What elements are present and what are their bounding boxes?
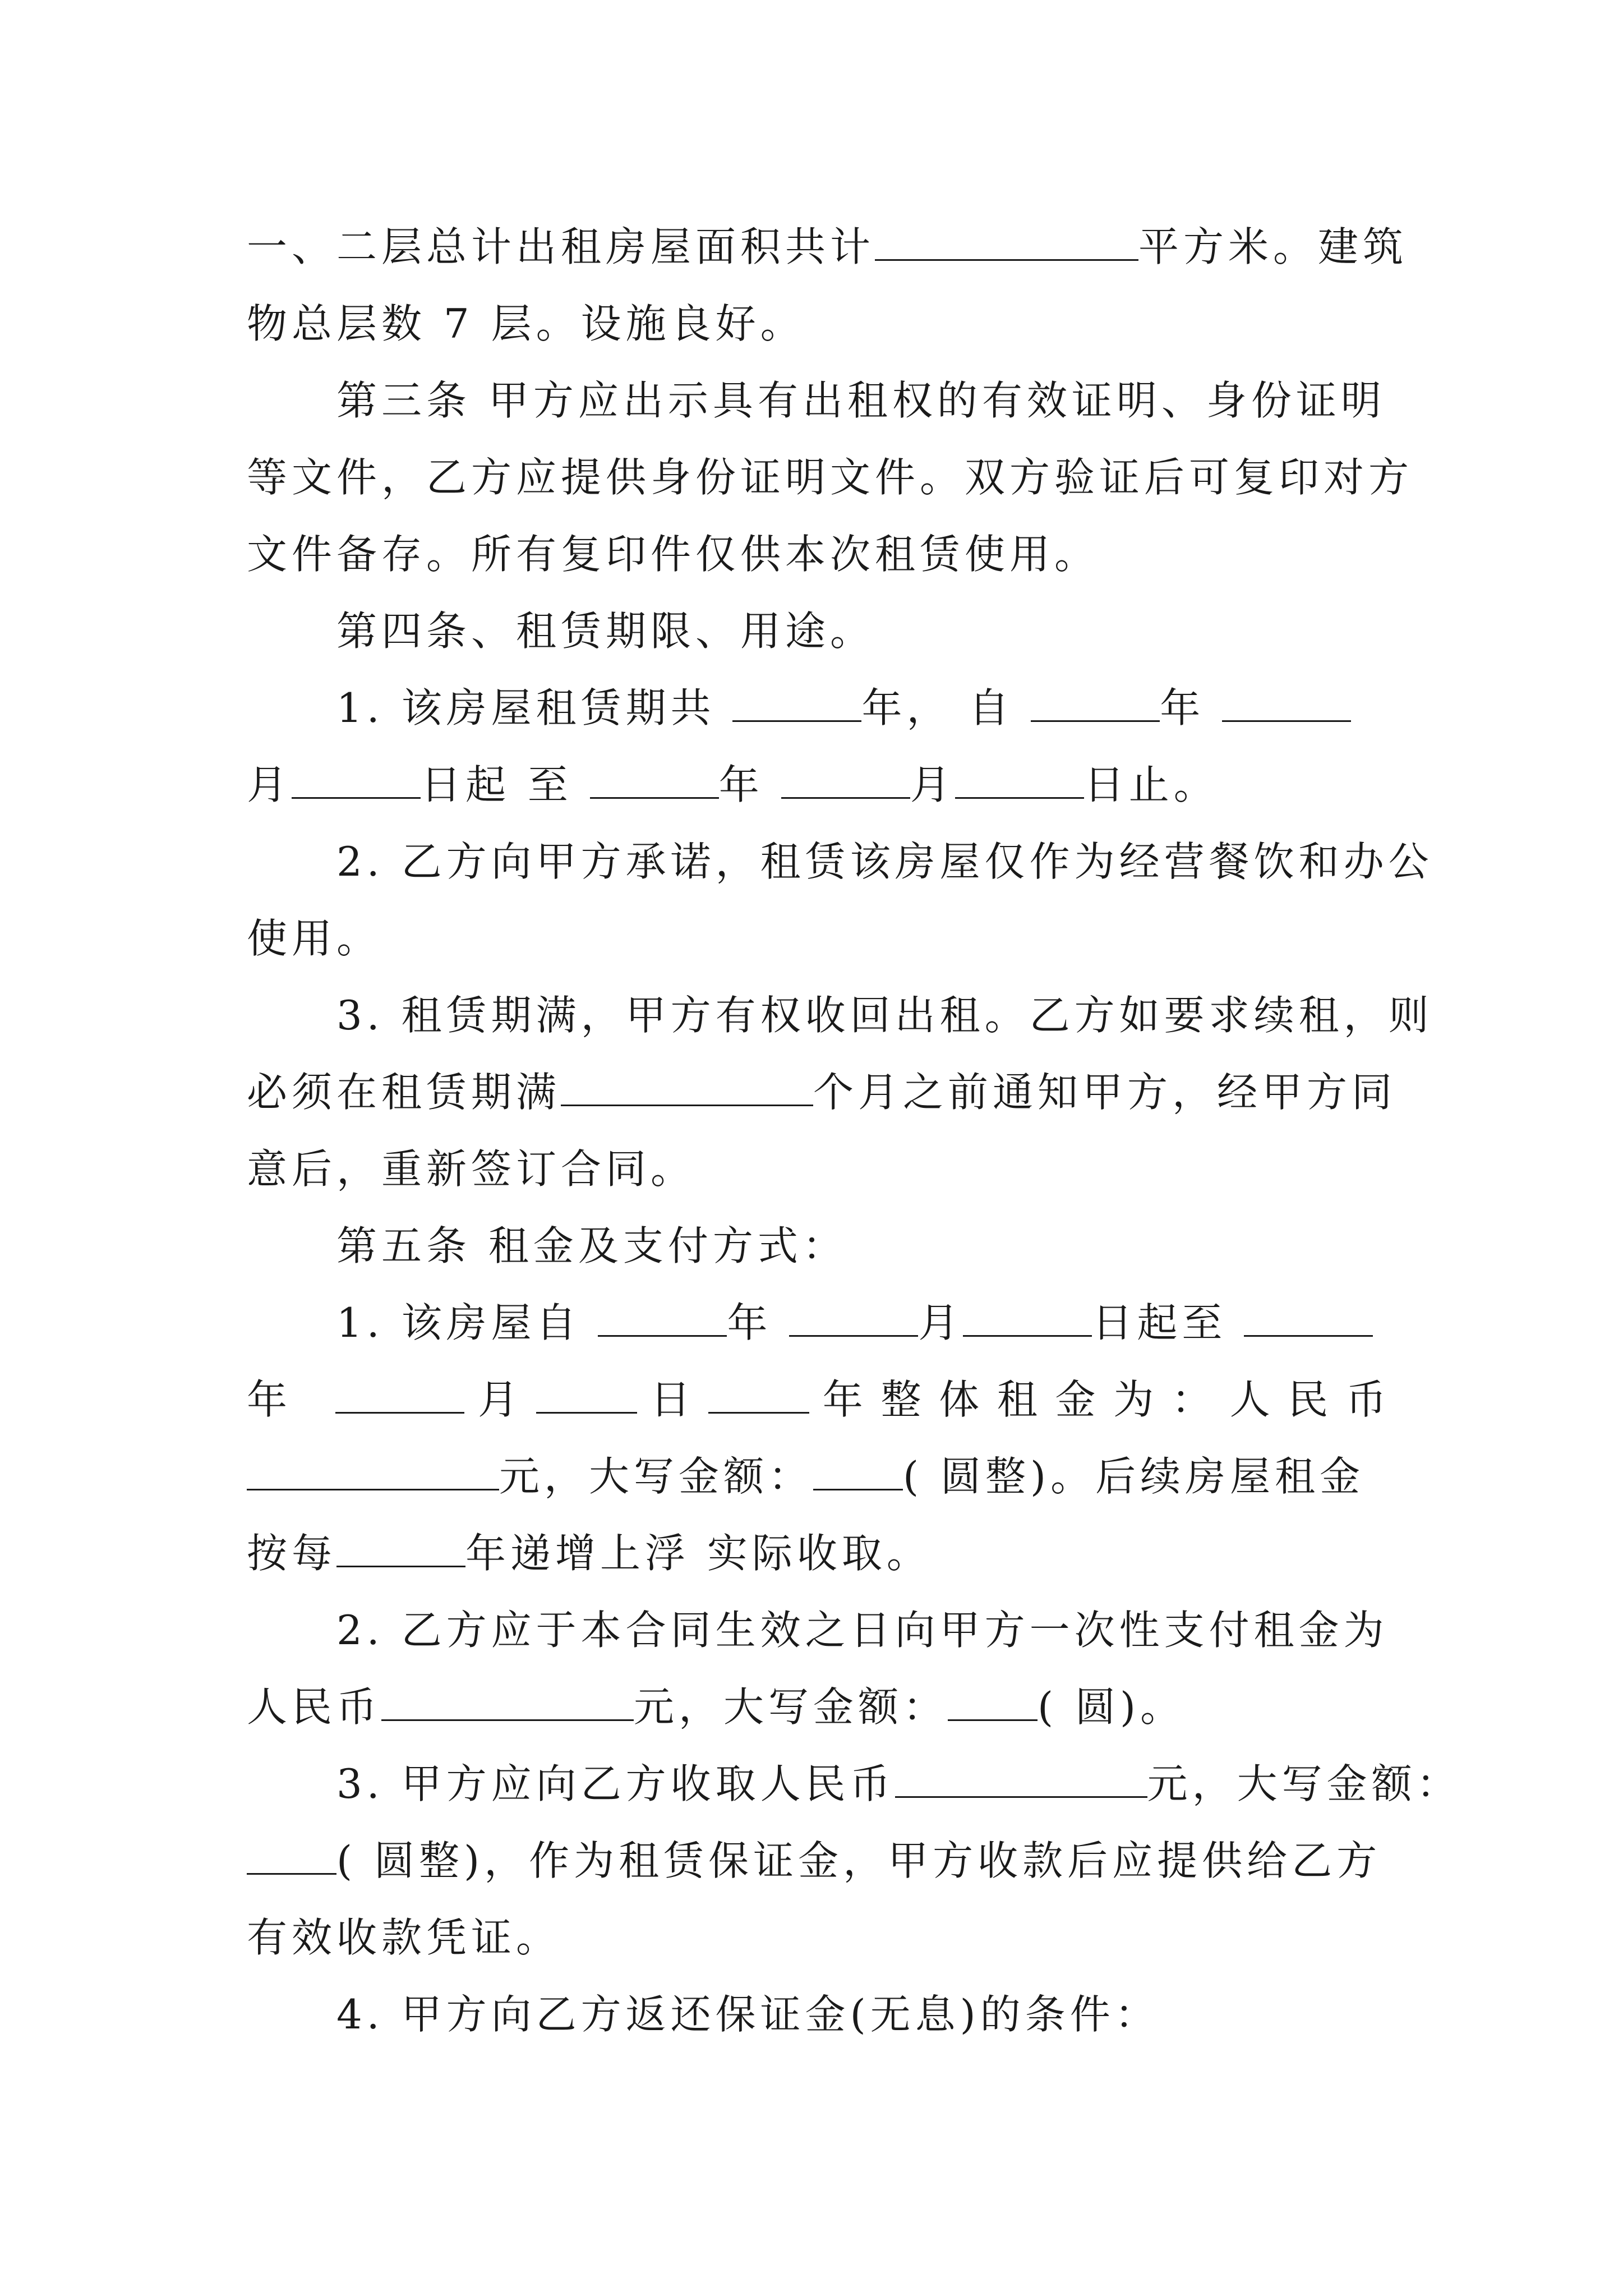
article-4-heading <box>247 593 1391 670</box>
text: 按每 <box>247 1530 337 1577</box>
text: 日 <box>637 1376 709 1423</box>
text: 元，大写金额： <box>499 1453 814 1500</box>
fill-blank-deposit-amount-words[interactable] <box>247 1839 336 1875</box>
fill-blank-end-month[interactable] <box>781 763 910 799</box>
text: 4. 甲方向乙方返还保证金(无息)的条件： <box>336 1991 1160 2038</box>
fill-blank-start-year[interactable] <box>1031 687 1160 722</box>
text: 第五条 租金及支付方式： <box>336 1222 847 1269</box>
deposit-line-2 <box>247 1823 1391 1899</box>
text: 2. 乙方向甲方承诺，租赁该房屋仅作为经营餐饮和办公 <box>336 838 1433 885</box>
fill-blank-rent-start-year[interactable] <box>598 1301 727 1337</box>
text: 个月之前通知甲方，经甲方同 <box>813 1069 1397 1116</box>
text: 年递增上浮 实际收取。 <box>465 1530 932 1577</box>
usage-line-1 <box>247 823 1433 900</box>
text: 日起至 <box>1092 1299 1244 1346</box>
text: 日止。 <box>1083 761 1219 808</box>
usage-line-2 <box>247 900 1391 977</box>
lease-term-line-1 <box>247 670 1391 747</box>
fill-blank-years[interactable] <box>732 687 861 722</box>
text: ( 圆)。 <box>1038 1683 1186 1731</box>
fill-blank-end-day[interactable] <box>955 763 1084 799</box>
text: 第四条、租赁期限、用途。 <box>336 608 875 655</box>
deposit-line-3 <box>247 1899 1391 1976</box>
text: 日起 至 <box>421 761 590 808</box>
fill-blank-rent-start-month[interactable] <box>789 1301 918 1337</box>
fill-blank-rent-end-year[interactable] <box>1244 1301 1373 1337</box>
renewal-line-3 <box>247 1131 1391 1208</box>
text: 1. 该房屋租赁期共 <box>336 684 733 731</box>
text: 月 <box>464 1376 536 1423</box>
text: 等文件，乙方应提供身份证明文件。双方验证后可复印对方 <box>247 454 1414 501</box>
fill-blank-start-day[interactable] <box>292 763 421 799</box>
fill-blank-rent-years[interactable] <box>708 1378 809 1414</box>
text: 年 <box>718 761 781 808</box>
text: 月 <box>910 761 955 808</box>
rent-line-2 <box>247 1361 1391 1438</box>
fill-blank-deposit-amount[interactable] <box>895 1763 1147 1798</box>
text: 一、二层总计出租房屋面积共计 <box>247 223 875 270</box>
text: 第三条 甲方应出示具有出租权的有效证明、身份证明 <box>336 377 1386 424</box>
text-line-2 <box>247 286 1391 362</box>
text: 物总层数 7 层。设施良好。 <box>247 300 805 347</box>
text: ( 圆整)。后续房屋租金 <box>903 1453 1365 1500</box>
text: 年 <box>1160 684 1223 731</box>
fill-blank-rent-end-month[interactable] <box>335 1378 464 1414</box>
text: 意后，重新签订合同。 <box>247 1145 696 1193</box>
text: ( 圆整)，作为租赁保证金，甲方收款后应提供给乙方 <box>336 1837 1382 1884</box>
text: 2. 乙方应于本合同生效之日向甲方一次性支付租金为 <box>336 1607 1389 1654</box>
text: 使用。 <box>247 915 382 962</box>
text: 人民币 <box>247 1683 382 1731</box>
fill-blank-rent-start-day[interactable] <box>963 1301 1092 1337</box>
rent-line-4 <box>247 1515 1391 1592</box>
lease-term-line-2 <box>247 747 1391 823</box>
payment-line-1 <box>247 1592 1391 1669</box>
fill-blank-payment-amount-words[interactable] <box>948 1686 1038 1721</box>
rent-line-1 <box>247 1285 1391 1361</box>
text: 平方米。建筑 <box>1138 223 1408 270</box>
text-line-1 <box>247 209 1408 286</box>
article-3-line-1 <box>247 362 1391 439</box>
fill-blank-start-month[interactable] <box>1222 687 1351 722</box>
text: 元，大写金额： <box>1147 1760 1461 1807</box>
text: 3. 租赁期满，甲方有权收回出租。乙方如要求续租，则 <box>336 992 1433 1039</box>
article-3-line-3 <box>247 516 1391 593</box>
text: 3. 甲方应向乙方收取人民币 <box>336 1760 895 1807</box>
article-3-line-2 <box>247 439 1414 516</box>
fill-blank-increase-years[interactable] <box>336 1532 465 1567</box>
text: 月 <box>247 761 292 808</box>
fill-blank-rent-amount-words[interactable] <box>813 1455 903 1490</box>
renewal-line-1 <box>247 977 1433 1054</box>
text: 元，大写金额： <box>634 1683 948 1731</box>
fill-blank-end-year[interactable] <box>590 763 719 799</box>
renewal-line-2 <box>247 1054 1397 1131</box>
text: 年， 自 <box>861 684 1031 731</box>
text: 年 <box>247 1376 336 1423</box>
text: 1. 该房屋自 <box>336 1299 598 1346</box>
fill-blank-payment-amount[interactable] <box>381 1686 634 1721</box>
payment-line-2 <box>247 1669 1391 1746</box>
text: 有效收款凭证。 <box>247 1914 561 1961</box>
fill-blank-notice-months[interactable] <box>561 1071 813 1106</box>
article-5-heading <box>247 1208 1391 1285</box>
fill-blank-rent-end-day[interactable] <box>536 1378 637 1414</box>
text: 必须在租赁期满 <box>247 1069 561 1116</box>
deposit-line-1 <box>247 1746 1461 1823</box>
text: 年整体租金为：人民币 <box>809 1376 1391 1423</box>
fill-blank-rent-amount[interactable] <box>247 1455 499 1490</box>
rent-line-3 <box>247 1438 1391 1515</box>
text: 年 <box>727 1299 790 1346</box>
deposit-return-line <box>247 1976 1391 2053</box>
document-page <box>247 209 1461 2053</box>
fill-blank-area[interactable] <box>875 226 1138 261</box>
text: 月 <box>918 1299 963 1346</box>
text: 文件备存。所有复印件仅供本次租赁使用。 <box>247 531 1100 578</box>
